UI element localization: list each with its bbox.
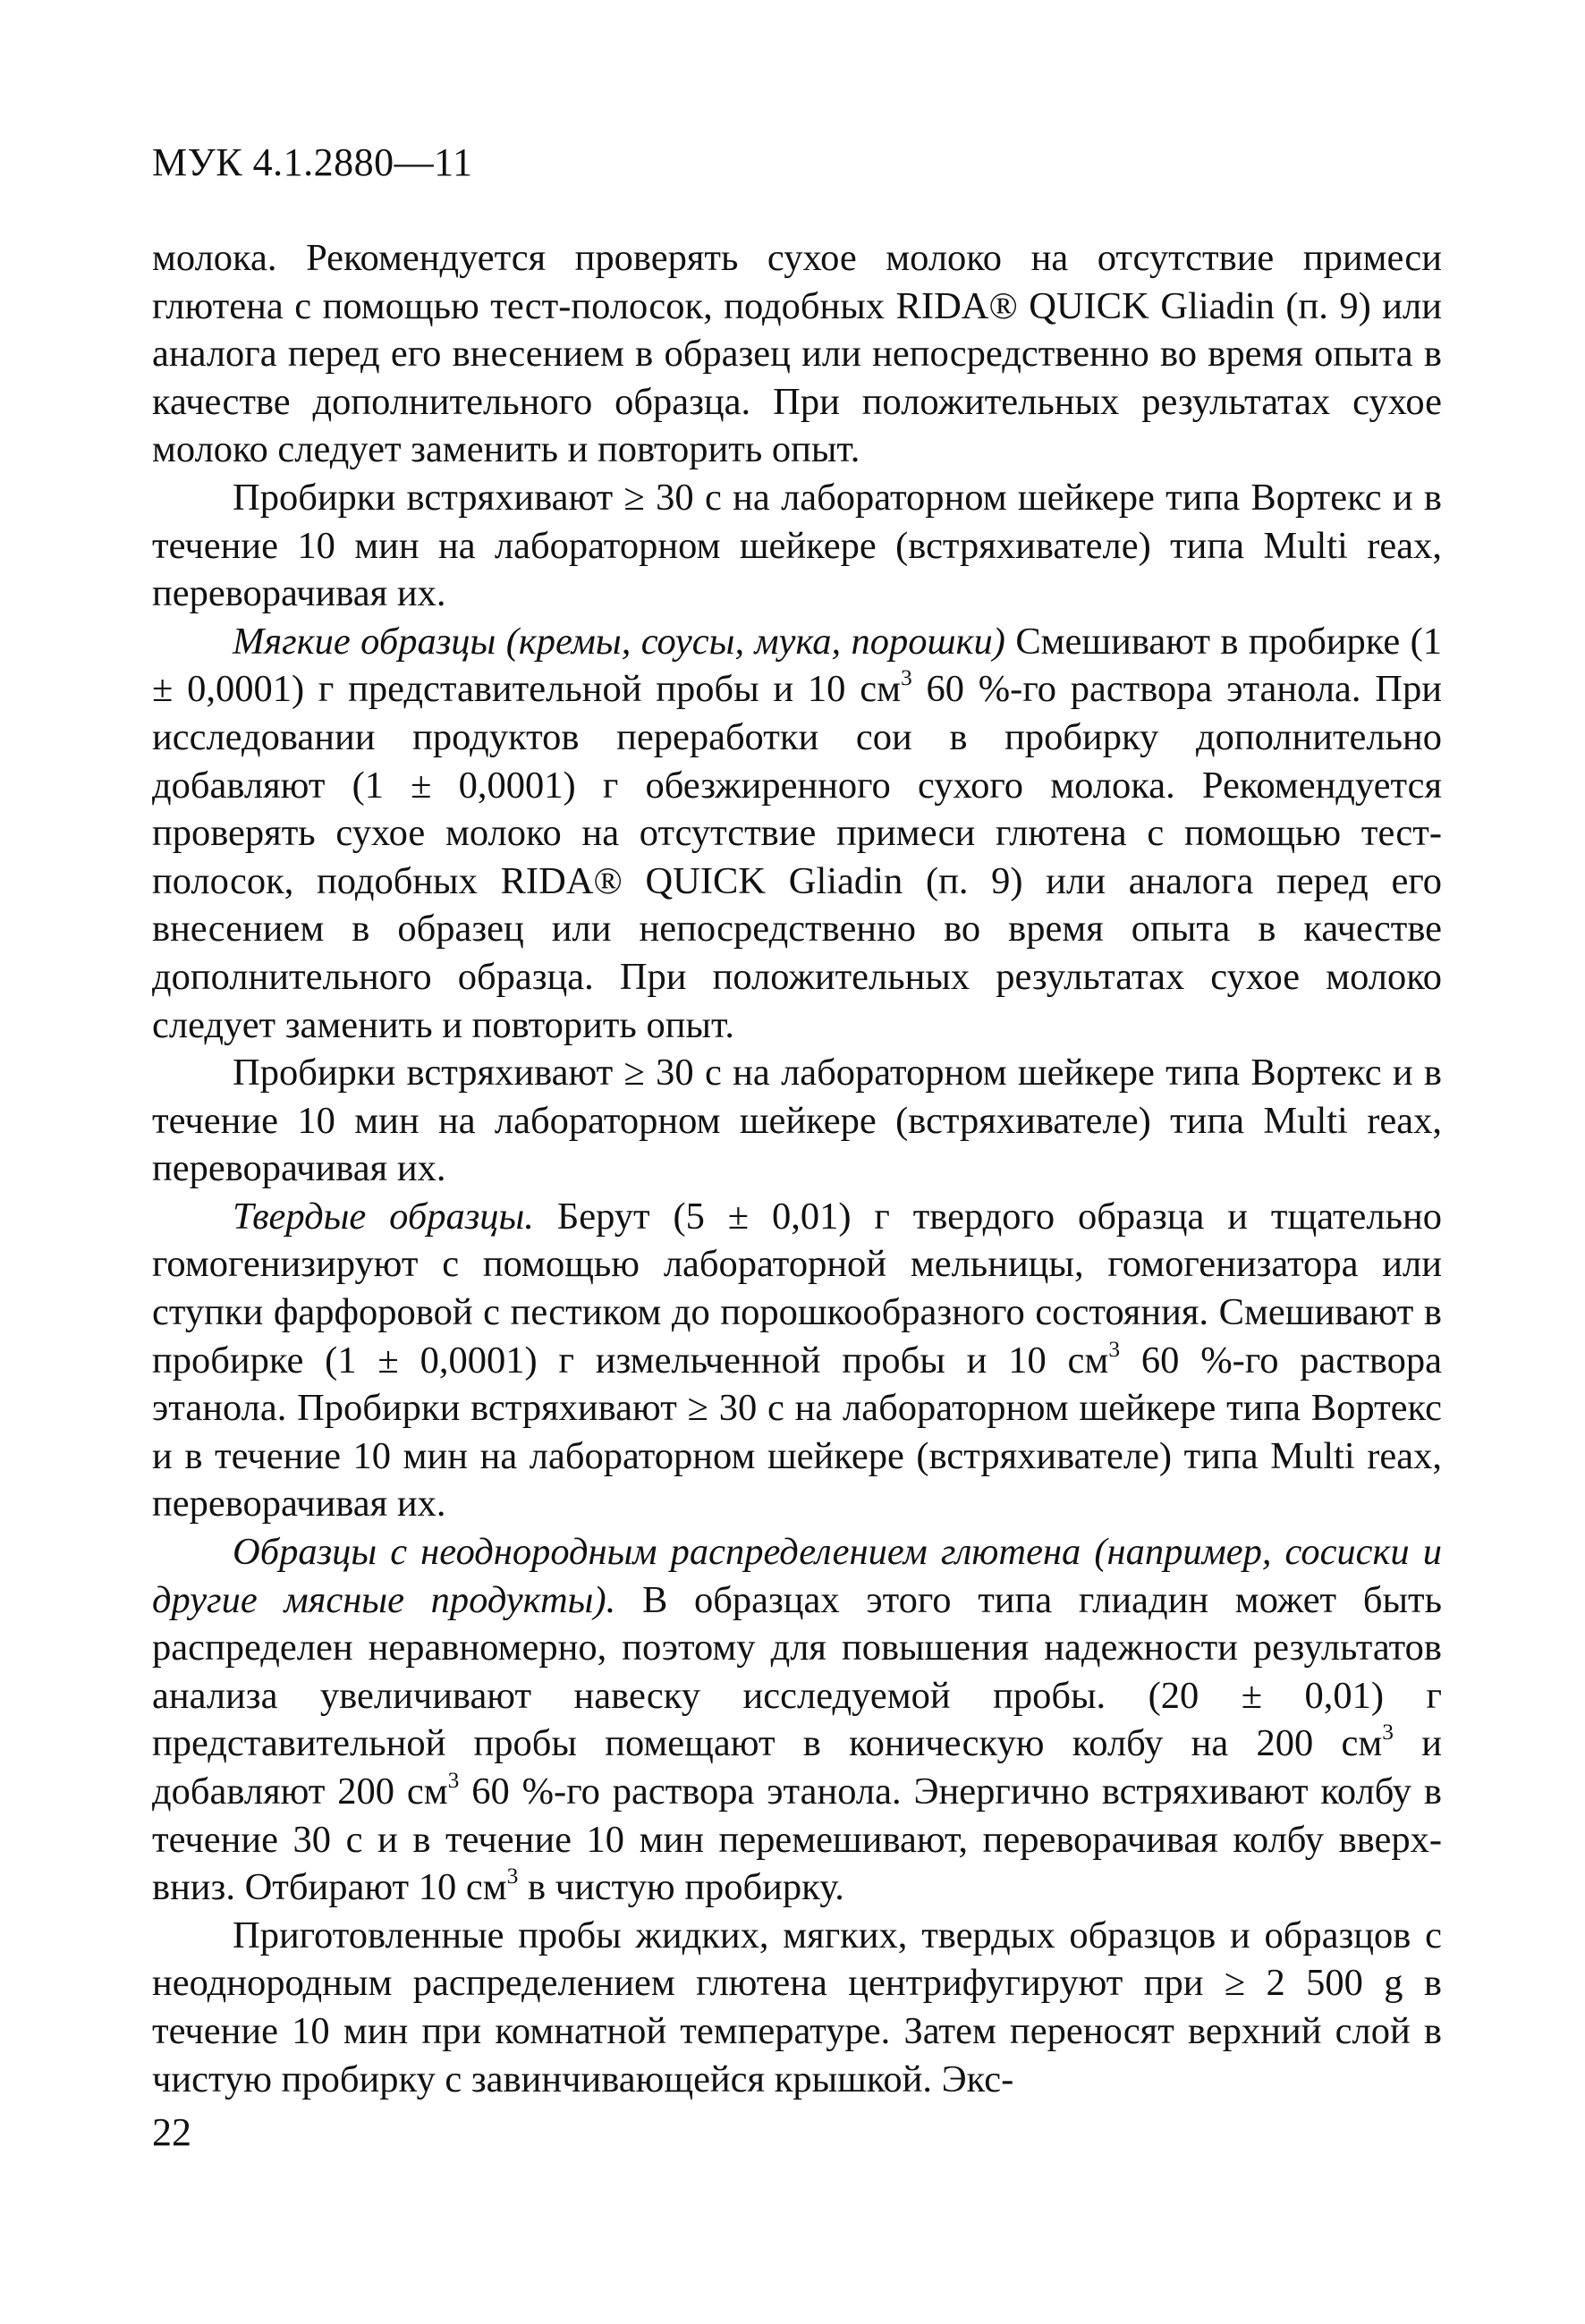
soft-samples-heading: Мягкие образцы (кремы, соусы, мука, порошки) (233, 620, 1005, 663)
page-number: 22 (152, 2110, 191, 2154)
solid-samples-text-a: Берут (5 ± 0,01) г твердого образца и тщательно гомогенизируют с помощью лабораторной мельницы, гомогенизатора или ступки фарфоровой с пестиком до порошкообразного состояния. Смешивают в пробирке (1 ± 0,0001) г измельченной пробы и 10 см (152, 1195, 1442, 1382)
paragraph-shaking-soft: Пробирки встряхивают ≥ 30 с на лабораторном шейкере типа Вортекс и в течение 10 мин на лабораторном шейкере (встряхивателе) типа Multi reax, переворачивая их. (152, 1052, 1442, 1190)
soft-samples-text-b: 60 %-го раствора этанола. При исследовании продуктов переработки сои в пробирку дополнительно добавляют (1 ± 0,0001) г обезжиренного сухого молока. Рекомендуется проверять сухое молоко на отсутствие примеси глютена с помощью тест-полосок, подобных RIDA® QUICK Gliadin (п. 9) или аналога перед его внесением в образец или непосредственно во время опыта в качестве дополнительного образца. При положительных результатах сухое молоко следует заменить и повторить опыт. (152, 668, 1442, 1046)
paragraph-solid-samples (152, 1193, 1442, 1528)
paragraph-centrifugation: Приготовленные пробы жидких, мягких, твердых образцов и образцов с неоднородным распределением глютена центрифугируют при ≥ 2 500 g в течение 10 мин при комнатной температуре. Затем переносят верхний слой в чистую пробирку с завинчивающейся крышкой. Экс- (152, 1914, 1442, 2100)
paragraph-shaking-liquid: Пробирки встряхивают ≥ 30 с на лабораторном шейкере типа Вортекс и в течение 10 мин на лабораторном шейкере (встряхивателе) типа Multi reax, переворачивая их. (152, 476, 1442, 615)
heterogeneous-samples-text-a: В образцах этого типа глиадин может быть распределен неравномерно, поэтому для повышения надежности результатов анализа увеличивают навеску исследуемой пробы. (20 ± 0,01) г представительной пробы помещают в коническую колбу на 200 см (152, 1578, 1442, 1765)
heterogeneous-samples-text-b: и добавляют 200 см (152, 1722, 1443, 1813)
superscript-cubic: 3 (447, 1767, 460, 1794)
heterogeneous-samples-heading: Образцы с неоднородным распределением глютена (например, сосиски и другие мясные продукты). (152, 1531, 1442, 1621)
heterogeneous-samples-text-d: в чистую пробирку. (518, 1866, 844, 1909)
superscript-cubic: 3 (900, 664, 912, 691)
soft-samples-text-a: Смешивают в пробирке (1 ± 0,0001) г представительной пробы и 10 см (152, 620, 1443, 711)
document-code-header: МУК 4.1.2880—11 (152, 140, 473, 184)
body-text (152, 234, 1442, 2103)
solid-samples-text-b: 60 %-го раствора этанола. Пробирки встряхивают ≥ 30 с на лабораторном шейкере типа Вортекс и в течение 10 мин на лабораторном шейкере (встряхивателе) типа Multi reax, переворачивая их. (152, 1339, 1442, 1525)
solid-samples-heading: Твердые образцы. (233, 1195, 534, 1238)
paragraph-heterogeneous-samples (152, 1528, 1442, 1912)
heterogeneous-samples-text-c: 60 %-го раствора этанола. Энергично встряхивают колбу в течение 30 с и в течение 10 мин перемешивают, переворачивая колбу вверх-вниз. Отбирают 10 см (152, 1770, 1442, 1909)
superscript-cubic: 3 (506, 1863, 519, 1889)
paragraph-dry-milk-continuation: молока. Рекомендуется проверять сухое молоко на отсутствие примеси глютена с помощью тест-полосок, подобных RIDA® QUICK Gliadin (п. 9) или аналога перед его внесением в образец или непосредственно во время опыта в качестве дополнительного образца. При положительных результатах сухое молоко следует заменить и повторить опыт. (152, 237, 1442, 471)
superscript-cubic: 3 (1108, 1335, 1121, 1362)
paragraph-soft-samples (152, 618, 1442, 1049)
superscript-cubic: 3 (1382, 1719, 1394, 1745)
